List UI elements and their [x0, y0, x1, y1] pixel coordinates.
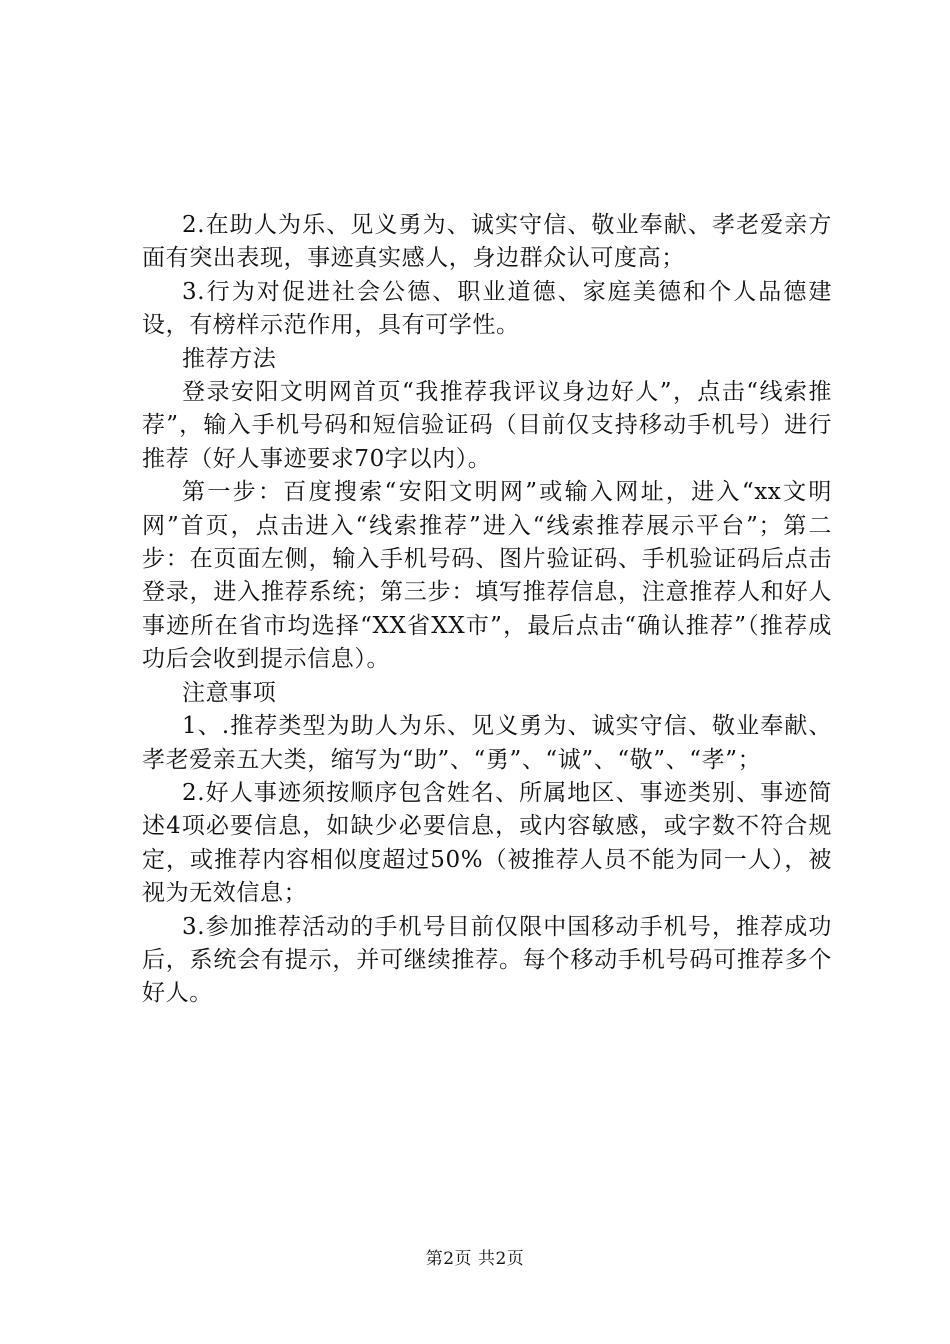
notes-item-2: 2.好人事迹须按顺序包含姓名、所属地区、事迹类别、事迹简述4项必要信息，如缺少必要信息，或内容敏感，或字数不符合规定，或推荐内容相似度超过50%（被推荐人员不能为同一人），被视为无效信息； — [142, 779, 832, 907]
page-number-footer: 第2页 共2页 — [425, 1249, 525, 1269]
document-body — [142, 209, 832, 1011]
notes-item-3: 3.参加推荐活动的手机号目前仅限中国移动手机号，推荐成功后，系统会有提示，并可继续推荐。每个移动手机号码可推荐多个好人。 — [142, 913, 832, 1007]
criteria-item-3: 3.行为对促进社会公德、职业道德、家庭美德和个人品德建设，有榜样示范作用，具有可学性。 — [142, 278, 832, 339]
steps-paragraph: 第一步：百度搜索“安阳文明网”或输入网址，进入“xx文明网”首页，点击进入“线索推荐”进入“线索推荐展示平台”；第二步：在页面左侧，输入手机号码、图片验证码、手机验证码后点击登录，进入推荐系统；第三步：填写推荐信息，注意推荐人和好人事迹所在省市均选择“XX省XX市”，最后点击“确认推荐”（推荐成功后会收到提示信息）。 — [142, 479, 832, 673]
section-heading-notes: 注意事项 — [182, 679, 277, 706]
section-heading-method: 推荐方法 — [182, 345, 277, 372]
method-paragraph: 登录安阳文明网首页“我推荐我评议身边好人”，点击“线索推荐”，输入手机号码和短信验证码（目前仅支持移动手机号）进行推荐（好人事迹要求70字以内）。 — [142, 379, 832, 472]
notes-item-1: 1、.推荐类型为助人为乐、见义勇为、诚实守信、敬业奉献、孝老爱亲五大类，缩写为“助”、“勇”、“诚”、“敬”、“孝”； — [142, 713, 832, 773]
criteria-item-2: 2.在助人为乐、见义勇为、诚实守信、敬业奉献、孝老爱亲方面有突出表现，事迹真实感人，身边群众认可度高； — [142, 212, 832, 272]
